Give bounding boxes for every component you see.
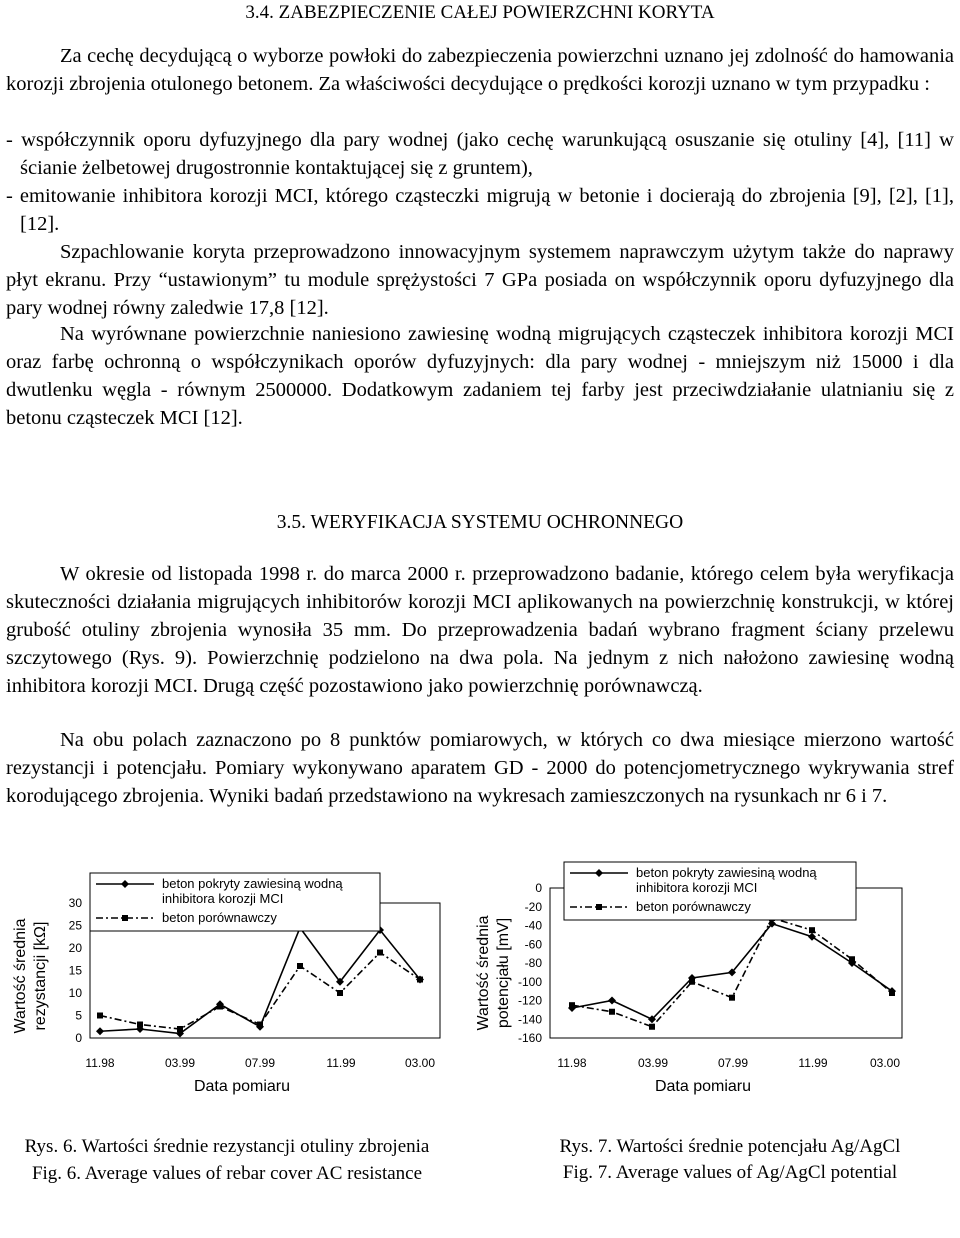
- chart-7-x-tick-label: 03.99: [637, 1056, 669, 1070]
- chart-6-point: [377, 950, 383, 956]
- chart-7-x-tick-label: 11.99: [798, 1056, 828, 1070]
- paragraph-filling: Szpachlowanie koryta przeprowadzono innowacyjnym systemem naprawczym użytym także do naprawy płyt ekranu. Przy “ustawionym” tu module sprężystości 7 GPa posiada on współczynnik oporu dyfuzyjnego dla pary wodnej równy zaledwie 17,8 [12].: [6, 241, 954, 319]
- paragraph-coating-choice: Za cechę decydującą o wyborze powłoki do zabezpieczenia powierzchni uznano jej zdolność do hamowania korozji zbrojenia otulonego betonem. Za właściwości decydujące o prędkości korozji uznano w tym przypadku :: [6, 45, 954, 95]
- chart-7-y-tick-label: -160: [517, 1031, 542, 1045]
- chart-7-y-tick-label: -40: [524, 918, 542, 933]
- chart-7-y-tick-label: -60: [524, 937, 542, 952]
- chart-7-y-tick-label: -100: [517, 974, 542, 989]
- chart-6-point: [217, 1004, 223, 1010]
- chart-6-x-axis-label: Data pomiaru: [193, 1078, 291, 1095]
- figures-area: [0, 858, 960, 1128]
- chart-7-point: [729, 995, 735, 1001]
- chart-6-point: [177, 1026, 183, 1032]
- chart-6-series-line: [100, 928, 420, 1034]
- chart-6-legend-label: beton pokryty zawiesiną wodną: [162, 876, 343, 891]
- chart-7-point: [569, 1002, 575, 1008]
- chart-6-x-tick-label: 11.98: [85, 1056, 115, 1070]
- figure-6-caption-en: Fig. 6. Average values of rebar cover AC resistance: [31, 1163, 423, 1184]
- chart-7-y-tick-label: 0: [535, 881, 542, 895]
- chart-7-legend-label: inhibitora korozji MCI: [636, 880, 758, 895]
- chart-6-y-tick-label: 5: [75, 1008, 82, 1023]
- chart-6-x-tick-label: 11.99: [326, 1056, 356, 1070]
- chart-6-point: [417, 977, 423, 983]
- chart-7-point: [689, 979, 695, 985]
- chart-7-y-tick-label: -20: [524, 899, 542, 914]
- chart-6-legend-label: beton porównawczy: [162, 910, 277, 925]
- figure-6-caption-pl: Rys. 6. Wartości średnie rezystancji otuliny zbrojenia: [24, 1136, 430, 1157]
- chart-6-y-tick-label: 0: [75, 1031, 82, 1045]
- chart-6-point: [297, 963, 303, 969]
- chart-7-point: [809, 927, 815, 933]
- chart-6-point: [337, 990, 343, 996]
- figure-7-caption-pl: Rys. 7. Wartości średnie potencjału Ag/AgCl: [559, 1136, 901, 1157]
- paragraph-coating-layers: Na wyrównane powierzchnie naniesiono zawiesinę wodną migrujących cząsteczek inhibitora korozji MCI oraz farbę ochronną o współczynikach oporów dyfuzyjnych: dla pary wodnej - mniejszym niż 15000 i dla dwutlenku węgla - równym 2500000. Dodatkowym zadaniem tej farby jest przeciwdziałanie ulatnianiu się z betonu cząsteczek MCI [12].: [6, 323, 954, 429]
- chart-7-point: [808, 933, 816, 941]
- chart-6-y-tick-label: 30: [68, 896, 82, 910]
- chart-6-y-axis-label: rezystancji [kΩ]: [32, 921, 49, 1031]
- chart-7-y-axis-label: potencjału [mV]: [495, 917, 512, 1029]
- chart-7-legend-marker: [596, 904, 602, 910]
- chart-7-y-tick-label: -120: [517, 993, 542, 1008]
- section-heading-3-4: 3.4. ZABEZPIECZENIE CAŁEJ POWIERZCHNI KORYTA: [245, 2, 715, 23]
- paragraph-measurements: Na obu polach zaznaczono po 8 punktów pomiarowych, w których co dwa miesiące mierzono wartość rezystancji i potencjału. Pomiary wykonywano aparatem GD - 2000 do potencjometrycznego wykrywania stref korodującego zbrojenia. Wyniki badań przedstawiono na wykresach zamieszczonych na rysunkach nr 6 i 7.: [6, 729, 954, 807]
- bullet-mci-emission: - emitowanie inhibitora korozji MCI, którego cząsteczki migrują w betonie i docierają do zbrojenia [9], [2], [1], [12].: [6, 185, 954, 235]
- chart-7-x-tick-label: 03.00: [869, 1056, 901, 1070]
- chart-6-legend-label: inhibitora korozji MCI: [162, 891, 284, 906]
- chart-6-point: [97, 1013, 103, 1019]
- chart-6-x-tick-label: 03.99: [164, 1056, 196, 1070]
- chart-6-y-tick-label: 15: [68, 963, 82, 978]
- chart-6-point: [137, 1022, 143, 1028]
- chart-6-legend-marker: [122, 915, 128, 921]
- chart-6-y-tick-label: 20: [68, 941, 82, 955]
- chart-6-y-axis-label: Wartość średnia: [12, 918, 29, 1034]
- chart-7-y-axis-label: Wartość średnia: [475, 915, 492, 1031]
- chart-7-legend-label: beton porównawczy: [636, 899, 751, 914]
- chart-7-point: [649, 1024, 655, 1030]
- chart-7-x-tick-label: 11.98: [557, 1056, 587, 1070]
- chart-6-y-tick-label: 25: [68, 918, 82, 933]
- chart-7-y-tick-label: -140: [517, 1012, 542, 1027]
- chart-7-point: [608, 997, 616, 1005]
- chart-6-x-tick-label: 03.00: [404, 1056, 436, 1070]
- figure-7-caption: [500, 1134, 960, 1186]
- chart-7-x-axis-label: Data pomiaru: [654, 1078, 752, 1095]
- figure-6-caption: [0, 1134, 454, 1187]
- chart-6-series-line: [100, 953, 420, 1030]
- chart-6-x-tick-label: 07.99: [244, 1056, 276, 1070]
- figure-7-caption-en: Fig. 7. Average values of Ag/AgCl potential: [562, 1162, 898, 1183]
- chart-7-point: [609, 1009, 615, 1015]
- chart-6-point: [96, 1027, 104, 1035]
- section-heading-3-5: 3.5. WERYFIKACJA SYSTEMU OCHRONNEGO: [276, 512, 684, 533]
- chart-7-y-tick-label: -80: [524, 956, 542, 970]
- paragraph-verification: W okresie od listopada 1998 r. do marca 2000 r. przeprowadzono badanie, którego celem była weryfikacja skuteczności działania migrujących inhibitorów korozji MCI aplikowanych na powierzchnię konstrukcji, w której grubość otuliny zbrojenia wynosiła 35 mm. Do przeprowadzenia badań wybrano fragment ściany przelewu szczytowego (Rys. 9). Powierzchnię podzielono na dwa pola. Na jednym z nich nałożono zawiesinę wodną inhibitora korozji MCI. Drugą część pozostawiono jako powierzchnię porównawczą.: [6, 563, 954, 697]
- bullet-diffusion-resistance: - współczynnik oporu dyfuzyjnego dla pary wodnej (jako cechę warunkującą osuszanie się otuliny [4], [11] w ścianie żelbetowej drugostronnie kontaktującej się z gruntem),: [6, 129, 954, 179]
- chart-7-legend-label: beton pokryty zawiesiną wodną: [636, 865, 817, 880]
- chart-7-point: [889, 990, 895, 996]
- chart-6-y-tick-label: 10: [68, 986, 82, 1000]
- chart-6-point: [257, 1022, 263, 1028]
- chart-7-x-tick-label: 07.99: [717, 1056, 749, 1070]
- chart-7-point: [849, 956, 855, 962]
